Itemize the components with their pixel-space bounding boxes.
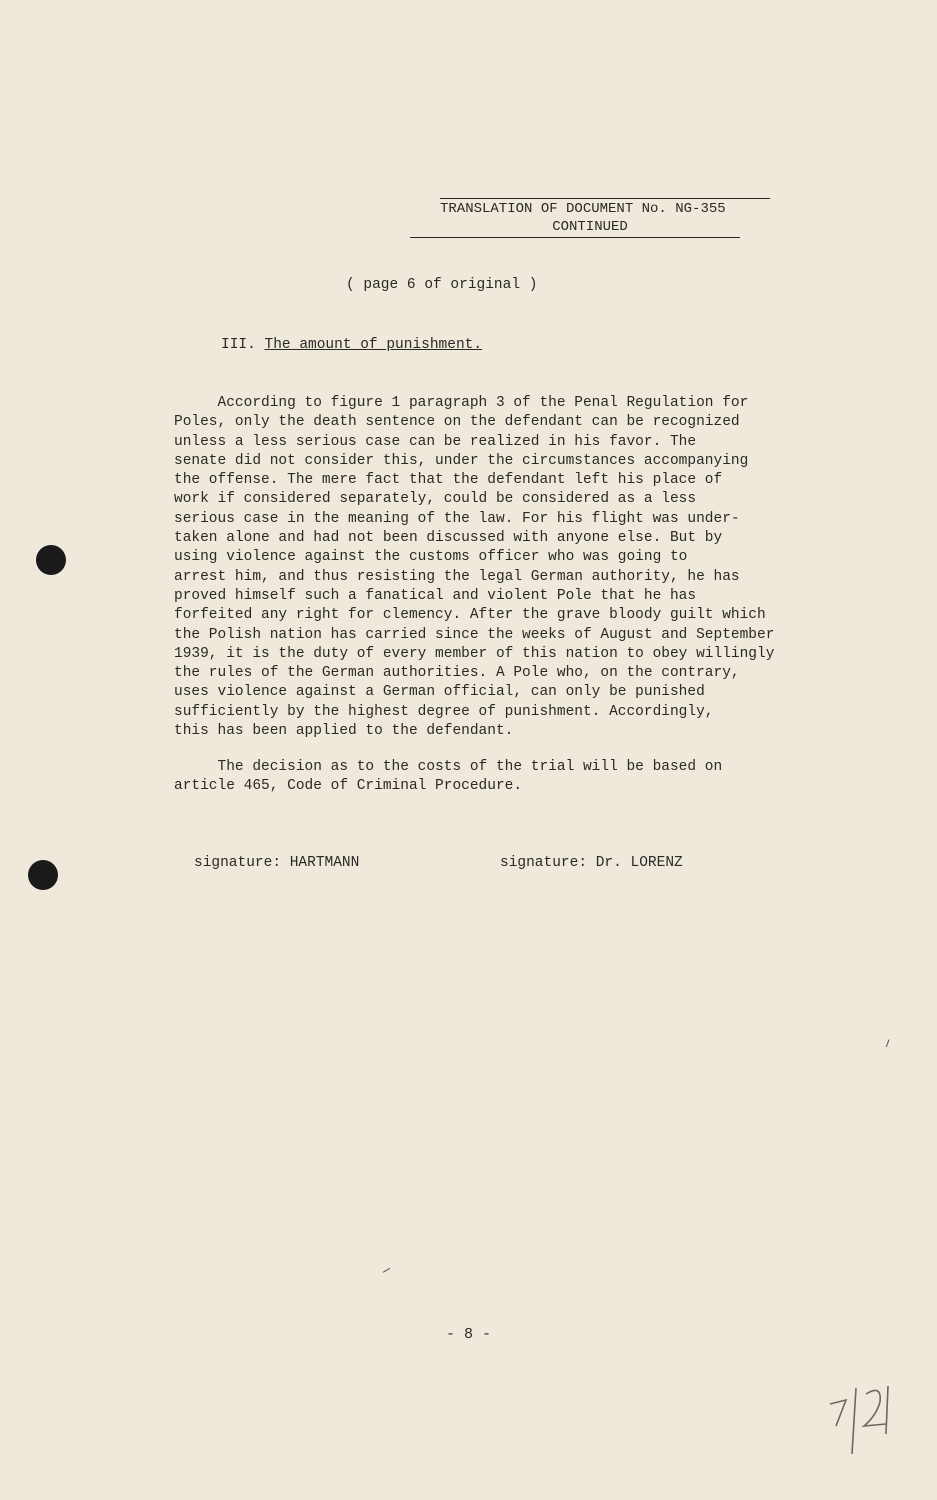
original-page-reference: ( page 6 of original ) [346,277,538,293]
document-subtitle: CONTINUED [410,218,740,238]
handwritten-stroke [864,1390,886,1426]
section-heading [221,337,482,353]
signature-left: signature: HARTMANN [194,855,360,871]
stray-mark [886,1039,893,1048]
page-number: - 8 - [445,1326,491,1343]
handwritten-stroke [886,1386,888,1434]
punch-hole [28,860,58,890]
punch-hole [36,545,66,575]
document-title: TRANSLATION OF DOCUMENT No. NG-355 [440,198,770,218]
handwritten-stroke [852,1388,856,1454]
body-paragraph-2: The decision as to the costs of the trial will be based on article 465, Code of Criminal Procedure. [174,759,723,795]
handwritten-mark [826,1380,896,1460]
body-paragraph-1: According to figure 1 paragraph 3 of the Penal Regulation for Poles, only the death sentence on the defendant can be recognized unless a less serious case can be realized in his favor. The senate did not consider this, under the circumstances accompanying the offense. The mere fact that the defendant left his place of work if considered separately, could be considered as a less serious case in the meaning of the law. For his flight was under- taken alone and had not been discussed with anyone else. But by using violence against the customs officer who was going to arrest him, and thus resisting the legal German authority, he has proved himself such a fanatical and violent Pole that he has forfeited any right for clemency. After the grave bloody guilt which the Polish nation has carried since the weeks of August and September 1939, it is the duty of every member of this nation to obey willingly the rules of the German authorities. A Pole who, on the contrary, uses violence against a German official, can only be punished sufficiently by the highest degree of punishment. Accordingly, this has been applied to the defendant. [174,395,775,740]
section-number: III. [221,337,256,353]
stray-mark [383,1268,392,1276]
handwritten-stroke [830,1400,846,1426]
section-title: The amount of punishment. [264,337,483,353]
document-header [440,198,770,238]
signature-right: signature: Dr. LORENZ [500,855,683,871]
